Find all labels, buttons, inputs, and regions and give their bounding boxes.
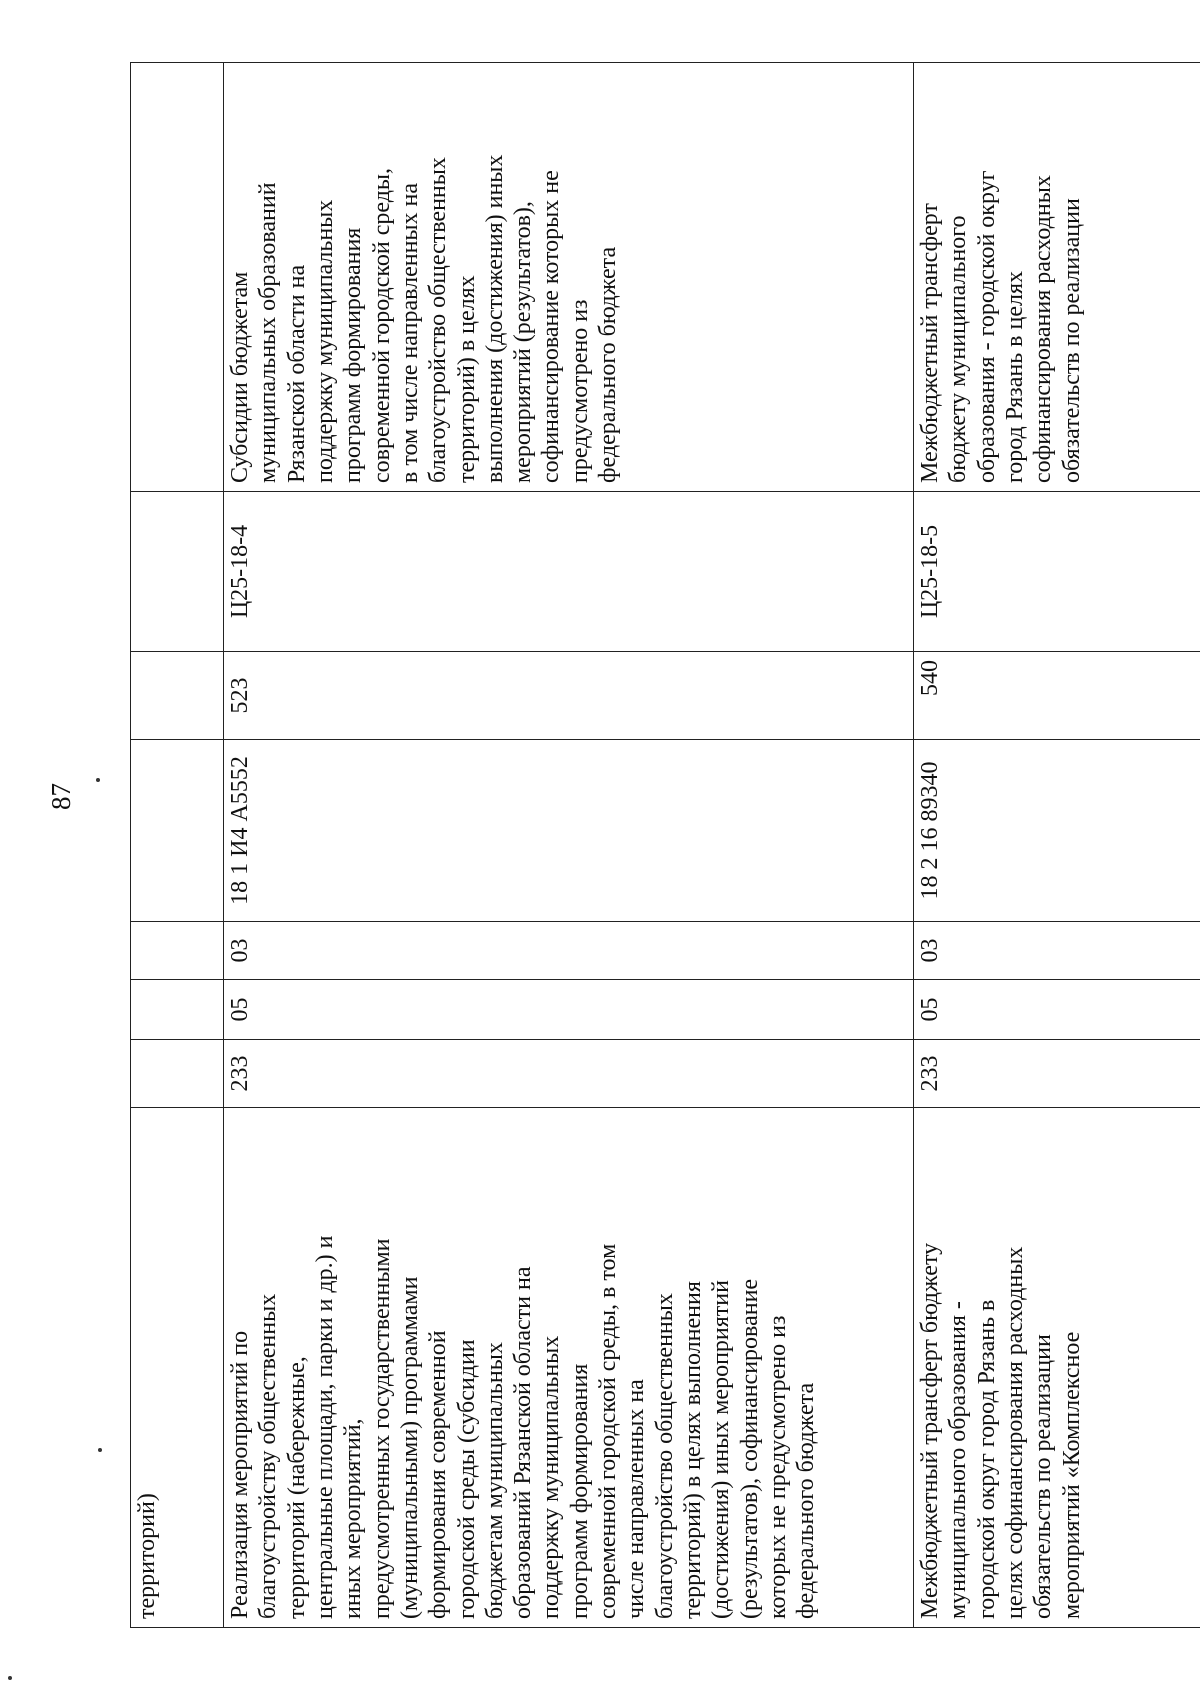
rz-cell bbox=[131, 922, 224, 980]
name-cell: территорий) bbox=[131, 1108, 224, 1628]
grbs-cell bbox=[131, 980, 224, 1040]
table-row bbox=[131, 63, 224, 1628]
code-cell bbox=[131, 492, 224, 652]
vr-cell: 523 bbox=[224, 652, 914, 740]
csr-cell: 18 1 И4 А5552 bbox=[224, 740, 914, 922]
page-number: 87 bbox=[46, 783, 76, 810]
code-cell: Ц25-18-5 bbox=[914, 492, 1200, 652]
purpose-cell: Межбюджетный трансферт бюджету муниципального образования - городской округ город Рязань в целях софинансирования расходных обязательств по реализации bbox=[914, 63, 1200, 492]
scan-speck bbox=[98, 1448, 102, 1452]
purpose-cell bbox=[131, 63, 224, 492]
name-cell: Межбюджетный трансферт бюджету муниципального образования - городской округ город Рязань в целях софинансирования расходных обязательств по реализации мероприятий «Комплексное bbox=[914, 1108, 1200, 1628]
vr-cell bbox=[131, 652, 224, 740]
vr-cell: 540 bbox=[914, 652, 1200, 740]
csr-cell bbox=[131, 740, 224, 922]
rz-cell: 05 bbox=[224, 980, 914, 1040]
code-cell: Ц25-18-4 bbox=[224, 492, 914, 652]
table-row bbox=[224, 63, 914, 1628]
budget-table bbox=[130, 62, 1200, 1628]
empty-cell bbox=[131, 1040, 224, 1108]
csr-cell: 18 2 16 89340 bbox=[914, 740, 1200, 922]
purpose-cell: Субсидии бюджетам муниципальных образований Рязанской области на поддержку муниципальных программ формирования современной городской среды, в том числе направленных на благоустройство общественных территорий) в целях выполнения (достижения) иных мероприятий (результатов), софинансирование которых не предусмотрено из федерального бюджета bbox=[224, 63, 914, 492]
pr-cell: 03 bbox=[224, 922, 914, 980]
rotated-table-sheet bbox=[130, 63, 1200, 1628]
name-cell: Реализация мероприятий по благоустройству общественных территорий (набережные, центральные площади, парки и др.) и иных мероприятий, предусмотренных государственными (муниципальными) программами формирования современной городской среды (субсидии бюджетам муниципальных образований Рязанской области на поддержку муниципальных программ формирования современной городской среды, в том числе направленных на благоустройство общественных территорий) в целях выполнения (достижения) иных мероприятий (результатов), софинансирование которых не предусмотрено из федерального бюджета bbox=[224, 1108, 914, 1628]
scan-speck bbox=[8, 1676, 12, 1680]
rz-cell: 05 bbox=[914, 980, 1200, 1040]
grbs-cell: 233 bbox=[224, 1040, 914, 1108]
grbs-cell: 233 bbox=[914, 1040, 1200, 1108]
table-row bbox=[914, 63, 1200, 1628]
scan-speck bbox=[96, 778, 100, 782]
pr-cell: 03 bbox=[914, 922, 1200, 980]
